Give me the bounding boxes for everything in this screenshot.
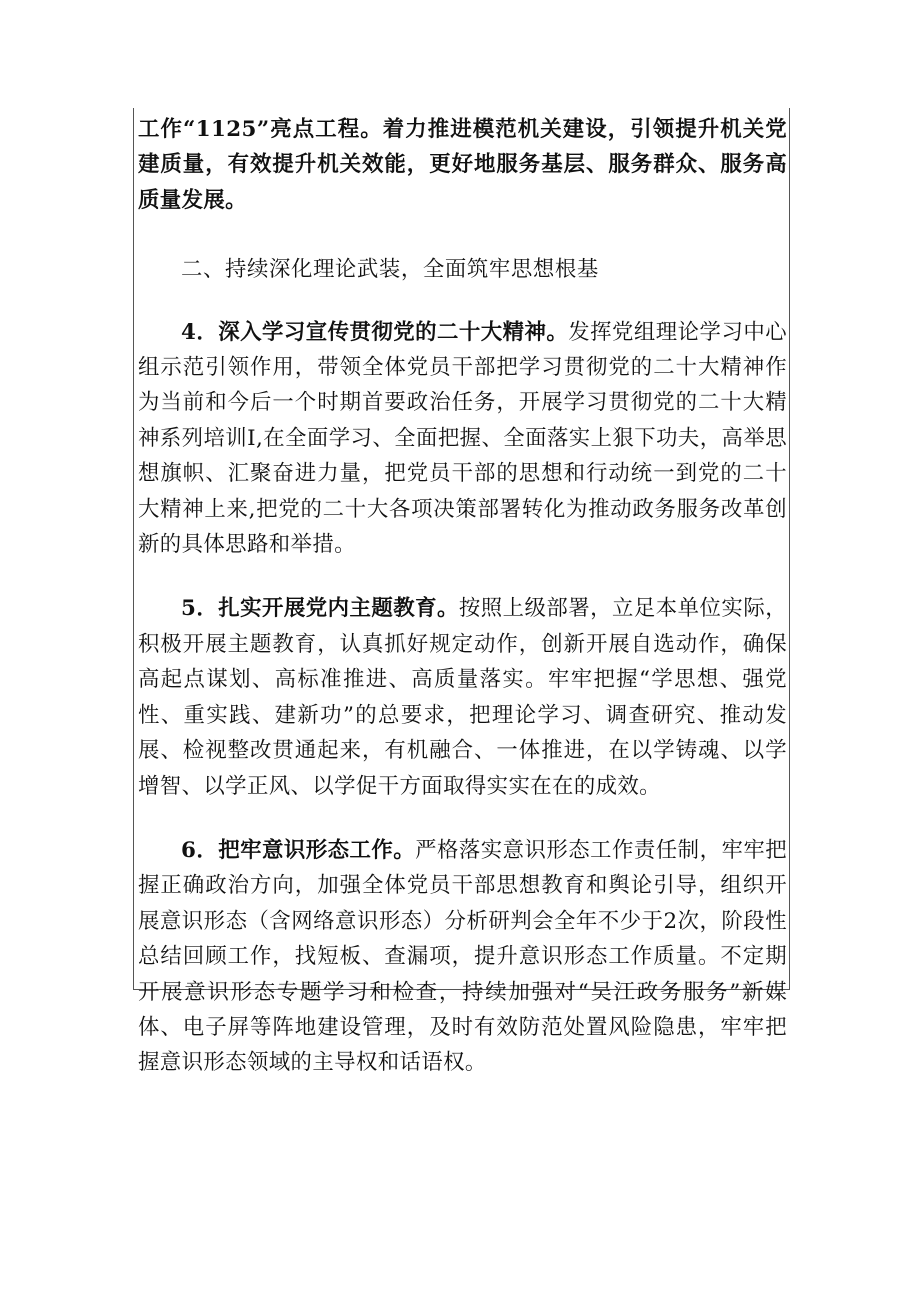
item-body-4: 发挥党组理论学习中心组示范引领作用，带领全体党员干部把学习贯彻党的二十大精神作为当前和今后一个时期首要政治任务，开展学习贯彻党的二十大精神系列培训I,在全面学习、全面把握、全面落实上狠下功夫，高举思想旗帜、汇聚奋进力量，把党员干部的思想和行动统一到党的二十大精神上来,把党的二十大各项决策部署转化为推动政务服务改革创新的具体思路和举措。 xyxy=(138,319,787,558)
item-paragraph-6 xyxy=(138,833,787,1081)
item-paragraph-4 xyxy=(138,315,787,563)
item-title-6: 6．把牢意识形态工作。 xyxy=(181,837,416,863)
item-title-4: 4．深入学习宣传贯彻党的二十大精神。 xyxy=(181,319,569,345)
item-body-5: 按照上级部署，立足本单位实际，积极开展主题教育，认真抓好规定动作，创新开展自选动作，确保高起点谋划、高标准推进、高质量落实。牢牢把握“学思想、强党性、重实践、建新功”的总要求，把理论学习、调查研究、推动发展、检视整改贯通起来，有机融合、一体推进，在以学铸魂、以学增智、以学正风、以学促干方面取得实实在在的成效。 xyxy=(138,596,787,799)
section-heading: 二、持续深化理论武装，全面筑牢思想根基 xyxy=(181,257,599,283)
document-content xyxy=(138,112,787,1081)
item-title-5: 5．扎实开展党内主题教育。 xyxy=(181,596,459,622)
intro-paragraph: 工作“1125”亮点工程。着力推进模范机关建设，引领提升机关党建质量，有效提升机关效能，更好地服务基层、服务群众、服务高质量发展。 xyxy=(138,117,787,213)
document-frame xyxy=(133,108,790,1076)
item-paragraph-5 xyxy=(138,591,787,803)
item-body-6: 严格落实意识形态工作责任制，牢牢把握正确政治方向，加强全体党员干部思想教育和舆论引导，组织开展意识形态（含网络意识形态）分析研判会全年不少于2次，阶段性总结回顾工作，找短板、查漏项，提升意识形态工作质量。不定期开展意识形态专题学习和检查，持续加强对“吴江政务服务”新媒体、电子屏等阵地建设管理，及时有效防范处置风险隐患，牢牢把握意识形态领域的主导权和话语权。 xyxy=(138,837,787,1076)
